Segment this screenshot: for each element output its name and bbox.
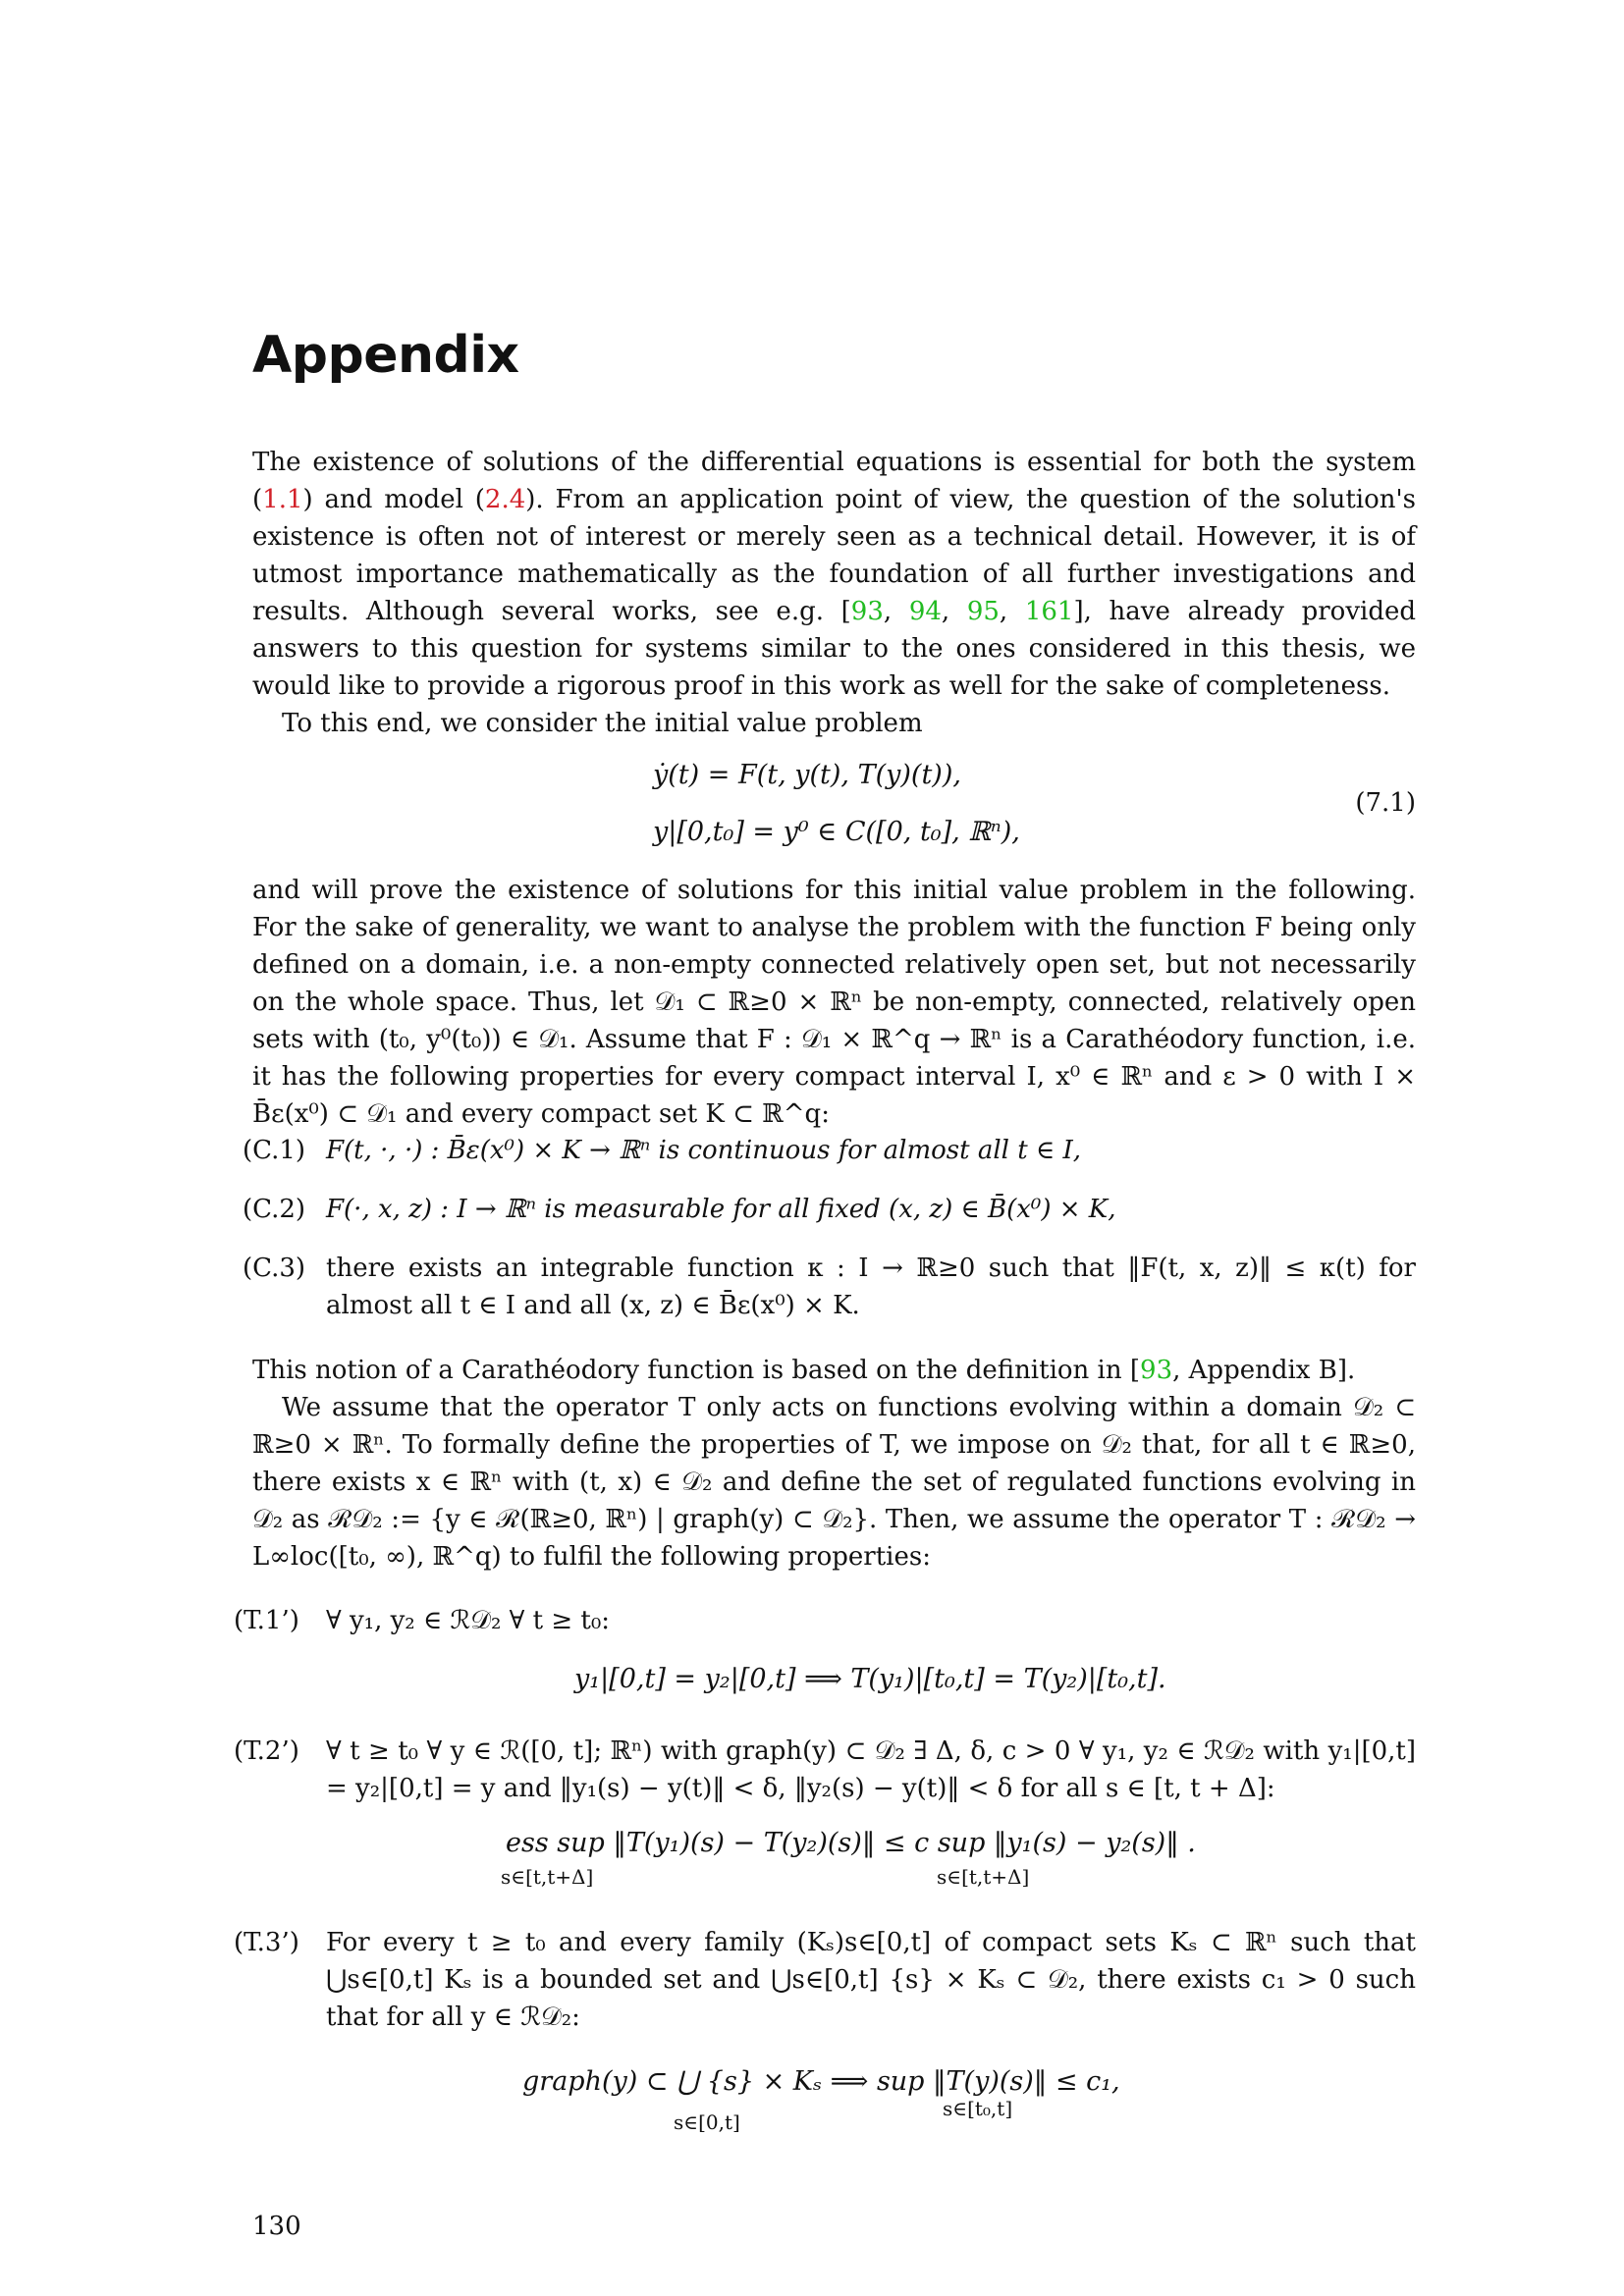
- condition-text: F(t, ·, ·) : B̄ε(x⁰) × K → ℝⁿ is continuous for almost all t ∈ I,: [326, 1136, 1081, 1165]
- cite-94-link[interactable]: 94: [908, 597, 942, 626]
- intro-text-b: ) and model (: [302, 485, 485, 514]
- equation-number: (7.1): [1355, 788, 1416, 818]
- condition-label: (C.2): [243, 1195, 306, 1224]
- ref-1-1-link[interactable]: 1.1: [262, 485, 303, 514]
- definition-source-text-b: , Appendix B].: [1172, 1356, 1356, 1385]
- condition-text: there exists an integrable function κ : I → ℝ≥0 such that ‖F(t, x, z)‖ ≤ κ(t) for almost all t ∈ I and all (x, z) ∈ B̄ε(x⁰) × K.: [326, 1254, 1416, 1320]
- sup-subscript: s∈[t₀,t]: [943, 2097, 1013, 2120]
- cite-95-link[interactable]: 95: [966, 597, 1000, 626]
- ivp-intro-paragraph: To this end, we consider the initial value problem: [282, 709, 923, 738]
- ref-2-4-link[interactable]: 2.4: [484, 485, 526, 514]
- condition-t3: [234, 1924, 1416, 2042]
- union-subscript: s∈[0,t]: [674, 2110, 740, 2134]
- equation-7-1-line2: y|[0,t₀] = y⁰ ∈ C([0, t₀], ℝⁿ),: [653, 817, 1020, 847]
- intro-text-d: ], have already provided answers to this question for systems similar to the ones considered in this thesis, we would like to provide a rigorous proof in this work as well for the sake of completeness.: [252, 597, 1417, 701]
- operator-paragraph: We assume that the operator T only acts on functions evolving within a domain 𝒟₂ ⊂ ℝ≥0 × ℝⁿ. To formally define the properties of T, we impose on 𝒟₂ that, for all t ∈ ℝ≥0, there exists x ∈ ℝⁿ with (t, x) ∈ 𝒟₂ and define the set of regulated functions evolving in 𝒟₂ as ℛ𝒟₂ := {y ∈ ℛ(ℝ≥0, ℝⁿ) | graph(y) ⊂ 𝒟₂}. Then, we assume the operator T : ℛ𝒟₂ → L∞loc([t₀, ∞), ℝ^q) to fulfil the following properties:: [252, 1393, 1416, 1572]
- caratheodory-paragraph: and will prove the existence of solutions for this initial value problem in the following. For the sake of generality, we want to analyse the problem with the function F being only defined on a domain, i.e. a non-empty connected relatively open set, but not necessarily on the whole space. Thus, let 𝒟₁ ⊂ ℝ≥0 × ℝⁿ be non-empty, connected, relatively open sets with (t₀, y⁰(t₀)) ∈ 𝒟₁. Assume that F : 𝒟₁ × ℝ^q → ℝⁿ is a Carathéodory function, i.e. it has the following properties for every compact interval I, x⁰ ∈ ℝⁿ and ε > 0 with I × B̄ε(x⁰) ⊂ 𝒟₁ and every compact set K ⊂ ℝ^q:: [252, 876, 1416, 1129]
- page-number: 130: [252, 2212, 301, 2241]
- condition-text: F(·, x, z) : I → ℝⁿ is measurable for all fixed (x, z) ∈ B̄(x⁰) × K,: [326, 1195, 1116, 1224]
- condition-t2: [234, 1733, 1416, 1811]
- definition-source-paragraph: [252, 1352, 1416, 1389]
- cite-93-link[interactable]: 93: [1140, 1356, 1173, 1385]
- condition-label: (T.3’): [234, 1928, 299, 1957]
- condition-c1: [243, 1132, 1416, 1171]
- sup-subscript: s∈[t,t+Δ]: [937, 1865, 1030, 1889]
- intro-paragraph: The existence of solutions of the differential equations is essential for both the system (1.1) and model (2.4). From an application point of view, the question of the solution's existence is often not of interest or merely seen as a technical detail. However, it is of utmost importance mathematically as the foundation of all further investigations and results. Although several works, see e.g. [93, 94, 95, 161], have already provided answers to this question for systems similar to the ones considered in this thesis, we would like to provide a rigorous proof in this work as well for the sake of completeness.: [252, 448, 1417, 701]
- chapter-title: Appendix: [252, 326, 519, 385]
- condition-text: ∀ t ≥ t₀ ∀ y ∈ ℛ([0, t]; ℝⁿ) with graph(y) ⊂ 𝒟₂ ∃ Δ, δ, c > 0 ∀ y₁, y₂ ∈ ℛ𝒟₂ with y₁|[0,t] = y₂|[0,t] = y and ‖y₁(s) − y(t)‖ < δ, ‖y₂(s) − y(t)‖ < δ for all s ∈ [t, t + Δ]:: [326, 1736, 1416, 1803]
- equation-7-1-line1: ẏ(t) = F(t, y(t), T(y)(t)),: [653, 760, 961, 790]
- condition-label: (T.1’): [234, 1606, 299, 1635]
- condition-t2-display: ess sup ‖T(y₁)(s) − T(y₂)(s)‖ ≤ c sup ‖y₁(s) − y₂(s)‖ .: [506, 1828, 1196, 1858]
- condition-text: For every t ≥ t₀ and every family (Kₛ)s∈[0,t] of compact sets Kₛ ⊂ ℝⁿ such that ⋃s∈[0,t] Kₛ is a bounded set and ⋃s∈[0,t] {s} × Kₛ ⊂ 𝒟₂, there exists c₁ > 0 such that for all y ∈ ℛ𝒟₂:: [326, 1928, 1416, 2032]
- cite-93-link[interactable]: 93: [850, 597, 884, 626]
- condition-c2: [243, 1191, 1416, 1230]
- condition-t1-display: y₁|[0,t] = y₂|[0,t] ⟹ T(y₁)|[t₀,t] = T(y₂)|[t₀,t].: [574, 1664, 1166, 1694]
- cite-161-link[interactable]: 161: [1024, 597, 1074, 626]
- ess-sup-subscript: s∈[t,t+Δ]: [501, 1865, 594, 1889]
- condition-label: (C.1): [243, 1136, 306, 1165]
- definition-source-text-a: This notion of a Carathéodory function is based on the definition in [: [252, 1356, 1141, 1385]
- condition-label: (T.2’): [234, 1736, 299, 1766]
- condition-c3: [243, 1250, 1416, 1328]
- condition-t3-display: graph(y) ⊂ ⋃ {s} × Kₛ ⟹ sup ‖T(y)(s)‖ ≤ c₁,: [522, 2066, 1120, 2097]
- condition-label: (C.3): [243, 1254, 306, 1283]
- intro-text-c: ). From an application point of view, the question of the solution's existence is often not of interest or merely seen as a technical detail. However, it is of utmost importance mathematically as the foundation of all further investigations and results. Although several works, see e.g. [: [252, 485, 1417, 626]
- intro-text-a: The existence of solutions of the differential equations is essential for both the system (: [252, 448, 1416, 514]
- condition-text: ∀ y₁, y₂ ∈ ℛ𝒟₂ ∀ t ≥ t₀:: [326, 1606, 611, 1635]
- condition-t1: [234, 1602, 1416, 1641]
